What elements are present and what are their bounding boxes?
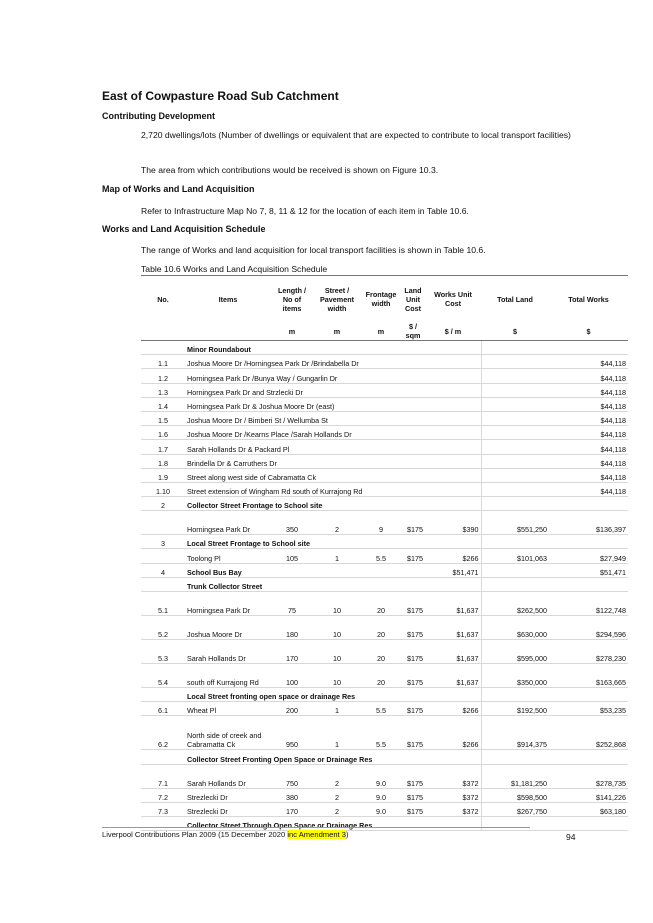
table-row [141, 577, 628, 591]
footer-text [102, 830, 349, 839]
works-schedule-table-wrapper [141, 275, 628, 831]
table-cell: School Bus Bay [185, 563, 425, 577]
table-cell [481, 426, 549, 440]
table-cell: Horningsea Park Dr & Joshua Moore Dr (east) [185, 397, 481, 411]
table-cell: North side of creek and Cabramatta Ck [185, 716, 271, 750]
table-row [141, 341, 628, 355]
table-cell [481, 355, 549, 369]
unit-cell: $ [549, 322, 628, 341]
table-cell: $175 [401, 592, 425, 616]
table-cell: $122,748 [549, 592, 628, 616]
table-cell: 180 [271, 616, 313, 640]
table-cell: 2 [313, 764, 361, 788]
table-cell: 20 [361, 664, 401, 688]
table-cell: 9.0 [361, 788, 401, 802]
table-cell: $175 [401, 549, 425, 563]
unit-cell [141, 322, 185, 341]
table-cell: $51,471 [425, 563, 481, 577]
table-row [141, 454, 628, 468]
table-cell: 1 [313, 716, 361, 750]
table-cell: south off Kurrajong Rd [185, 664, 271, 688]
table-row [141, 482, 628, 496]
table-cell [141, 816, 185, 830]
table-row [141, 816, 628, 830]
unit-cell: $ / sqm [401, 322, 425, 341]
table-cell [481, 468, 549, 482]
table-row [141, 511, 628, 535]
table-cell: 5.5 [361, 716, 401, 750]
table-cell [481, 750, 628, 764]
table-cell: $598,500 [481, 788, 549, 802]
table-cell: 9.0 [361, 802, 401, 816]
table-cell: 950 [271, 716, 313, 750]
table-cell [481, 688, 628, 702]
table-cell: 200 [271, 702, 313, 716]
table-cell: $294,596 [549, 616, 628, 640]
contributing-development-heading: Contributing Development [102, 111, 215, 121]
table-cell: 2 [313, 511, 361, 535]
table-cell [481, 535, 628, 549]
table-cell: $1,637 [425, 592, 481, 616]
table-row [141, 592, 628, 616]
table-cell: 20 [361, 616, 401, 640]
table-cell: 100 [271, 664, 313, 688]
table-cell: 1.3 [141, 383, 185, 397]
table-cell: 350 [271, 511, 313, 535]
table-cell: 4 [141, 563, 185, 577]
table-cell: 5.4 [141, 664, 185, 688]
table-cell [481, 497, 628, 511]
table-cell: 10 [313, 640, 361, 664]
table-row [141, 802, 628, 816]
table-caption: Table 10.6 Works and Land Acquisition Schedule [141, 264, 328, 274]
map-paragraph: Refer to Infrastructure Map No 7, 8, 11 & 12 for the location of each item in Table 10.6. [141, 206, 469, 216]
table-cell [141, 549, 185, 563]
table-cell: Joshua Moore Dr / Bimberi St / Wellumba St [185, 411, 481, 425]
table-cell: 5.1 [141, 592, 185, 616]
table-cell: 1.7 [141, 440, 185, 454]
table-cell: $1,637 [425, 616, 481, 640]
table-cell: 1 [313, 702, 361, 716]
table-cell: 5.5 [361, 702, 401, 716]
table-cell [141, 688, 185, 702]
table-cell: $1,637 [425, 640, 481, 664]
table-cell [481, 454, 549, 468]
table-cell: $63,180 [549, 802, 628, 816]
table-cell: 2 [313, 788, 361, 802]
table-cell: $44,118 [549, 397, 628, 411]
unit-cell: m [313, 322, 361, 341]
table-cell [141, 577, 185, 591]
table-cell: $175 [401, 702, 425, 716]
table-cell: $278,230 [549, 640, 628, 664]
table-cell: 170 [271, 640, 313, 664]
table-cell: Horningsea Park Dr [185, 511, 271, 535]
table-cell: $595,000 [481, 640, 549, 664]
table-cell: $163,665 [549, 664, 628, 688]
table-cell: 9.0 [361, 764, 401, 788]
table-cell: $175 [401, 764, 425, 788]
table-cell: 20 [361, 640, 401, 664]
table-cell [141, 511, 185, 535]
table-cell: 170 [271, 802, 313, 816]
table-cell: Local Street fronting open space or drainage Res [185, 688, 481, 702]
table-cell: $267,750 [481, 802, 549, 816]
table-cell: $192,500 [481, 702, 549, 716]
table-cell: 10 [313, 592, 361, 616]
table-cell: 1.10 [141, 482, 185, 496]
table-cell: $372 [425, 802, 481, 816]
table-cell: 2 [141, 497, 185, 511]
table-row [141, 563, 628, 577]
table-cell: 750 [271, 764, 313, 788]
table-cell: $278,735 [549, 764, 628, 788]
table-cell: Street extension of Wingham Rd south of Kurrajong Rd [185, 482, 481, 496]
unit-cell [185, 322, 271, 341]
contributing-paragraph-1: 2,720 dwellings/lots (Number of dwellings or equivalent that are expected to contribute to local transport facilities) [141, 130, 571, 140]
table-cell: $141,226 [549, 788, 628, 802]
header-cell: Total Land [497, 294, 533, 304]
table-row [141, 369, 628, 383]
table-row [141, 383, 628, 397]
table-cell: $914,375 [481, 716, 549, 750]
table-cell [481, 411, 549, 425]
table-row [141, 411, 628, 425]
table-row [141, 616, 628, 640]
table-cell [481, 563, 549, 577]
table-cell: 6.1 [141, 702, 185, 716]
table-cell: $630,000 [481, 616, 549, 640]
table-cell: $266 [425, 716, 481, 750]
table-cell: Collector Street Through Open Space or Drainage Res [185, 816, 481, 830]
unit-cell: m [271, 322, 313, 341]
table-cell: Street along west side of Cabramatta Ck [185, 468, 481, 482]
table-cell: Joshua Moore Dr /Horningsea Park Dr /Brindabella Dr [185, 355, 481, 369]
table-cell: 2 [313, 802, 361, 816]
table-cell [481, 383, 549, 397]
table-row [141, 397, 628, 411]
table-cell: Collector Street Fronting Open Space or Drainage Res [185, 750, 481, 764]
table-cell: $175 [401, 716, 425, 750]
table-cell [481, 577, 628, 591]
table-cell: 9 [361, 511, 401, 535]
table-cell: $136,397 [549, 511, 628, 535]
table-cell: 1.4 [141, 397, 185, 411]
table-cell: Sarah Hollands Dr [185, 640, 271, 664]
table-row [141, 716, 628, 750]
table-cell: 380 [271, 788, 313, 802]
table-row [141, 764, 628, 788]
table-cell: $44,118 [549, 411, 628, 425]
footer-amendment-highlight: inc Amendment 3 [287, 830, 347, 839]
table-cell: 7.2 [141, 788, 185, 802]
schedule-heading: Works and Land Acquisition Schedule [102, 224, 266, 234]
table-cell [481, 482, 549, 496]
table-cell: 6.2 [141, 716, 185, 750]
table-cell: $175 [401, 664, 425, 688]
table-row [141, 702, 628, 716]
table-cell: 1.2 [141, 369, 185, 383]
table-cell: 1.8 [141, 454, 185, 468]
table-row [141, 426, 628, 440]
table-cell: $551,250 [481, 511, 549, 535]
table-row [141, 497, 628, 511]
table-cell: $262,500 [481, 592, 549, 616]
table-cell: $27,949 [549, 549, 628, 563]
table-cell: 5.5 [361, 549, 401, 563]
table-cell: 75 [271, 592, 313, 616]
table-row [141, 468, 628, 482]
footer-close: ) [346, 830, 349, 839]
table-row [141, 640, 628, 664]
footer-rule [102, 827, 530, 828]
table-cell: $175 [401, 511, 425, 535]
table-cell: Strezlecki Dr [185, 788, 271, 802]
table-cell: Brindella Dr & Carruthers Dr [185, 454, 481, 468]
table-row [141, 440, 628, 454]
table-cell: 1.9 [141, 468, 185, 482]
table-cell: Sarah Hollands Dr & Packard Pl [185, 440, 481, 454]
table-cell: 5.2 [141, 616, 185, 640]
table-cell [141, 341, 185, 355]
table-cell: 20 [361, 592, 401, 616]
table-cell: $266 [425, 549, 481, 563]
table-cell: $390 [425, 511, 481, 535]
table-cell: $101,063 [481, 549, 549, 563]
unit-cell: m [361, 322, 401, 341]
table-row [141, 688, 628, 702]
table-cell [481, 397, 549, 411]
table-cell: $1,637 [425, 664, 481, 688]
table-row [141, 355, 628, 369]
table-cell: $44,118 [549, 383, 628, 397]
table-cell: $44,118 [549, 468, 628, 482]
table-cell: $1,181,250 [481, 764, 549, 788]
table-cell: Joshua Moore Dr [185, 616, 271, 640]
footer-title: Liverpool Contributions Plan 2009 (15 December 2020 [102, 830, 288, 839]
unit-cell: $ / m [425, 322, 481, 341]
table-row [141, 549, 628, 563]
table-cell: Local Street Frontage to School site [185, 535, 481, 549]
header-cell: Frontage width [365, 290, 397, 308]
table-cell: Trunk Collector Street [185, 577, 481, 591]
table-cell: Collector Street Frontage to School site [185, 497, 481, 511]
table-cell: Toolong Pl [185, 549, 271, 563]
header-cell: Total Works [568, 294, 609, 304]
table-cell: $175 [401, 640, 425, 664]
table-cell: 1.1 [141, 355, 185, 369]
table-cell: 105 [271, 549, 313, 563]
table-cell: Sarah Hollands Dr [185, 764, 271, 788]
table-cell: Horningsea Park Dr and Strzlecki Dr [185, 383, 481, 397]
schedule-paragraph: The range of Works and land acquisition for local transport facilities is shown in Table 10.6. [141, 245, 486, 255]
table-cell: $53,235 [549, 702, 628, 716]
table-cell: $175 [401, 616, 425, 640]
table-cell: $44,118 [549, 482, 628, 496]
table-cell [481, 816, 628, 830]
table-cell: $350,000 [481, 664, 549, 688]
table-cell: Joshua Moore Dr /Kearns Place /Sarah Hollands Dr [185, 426, 481, 440]
page-number: 94 [566, 832, 576, 842]
header-cell: Street / Pavement width [320, 285, 354, 313]
table-cell: $175 [401, 802, 425, 816]
table-cell: 1 [313, 549, 361, 563]
unit-cell: $ [481, 322, 549, 341]
table-cell: 10 [313, 664, 361, 688]
table-cell: 1.6 [141, 426, 185, 440]
table-cell: 5.3 [141, 640, 185, 664]
table-cell: 7.3 [141, 802, 185, 816]
table-row [141, 535, 628, 549]
header-cell: Length / No of items [278, 285, 306, 313]
table-cell: Horningsea Park Dr /Bunya Way / Gungarlin Dr [185, 369, 481, 383]
table-cell: $372 [425, 764, 481, 788]
table-cell: $266 [425, 702, 481, 716]
table-cell: Strezlecki Dr [185, 802, 271, 816]
table-cell: Horningsea Park Dr [185, 592, 271, 616]
table-cell: 1.5 [141, 411, 185, 425]
table-cell: $44,118 [549, 440, 628, 454]
table-cell: $44,118 [549, 355, 628, 369]
table-cell [481, 440, 549, 454]
table-cell: 3 [141, 535, 185, 549]
header-cell: Land Unit Cost [404, 285, 422, 313]
table-cell: $51,471 [549, 563, 628, 577]
header-cell: Works Unit Cost [434, 290, 472, 308]
table-row [141, 788, 628, 802]
table-cell: $44,118 [549, 454, 628, 468]
table-cell [141, 750, 185, 764]
map-heading: Map of Works and Land Acquisition [102, 184, 255, 194]
table-cell [481, 369, 549, 383]
table-cell: $252,868 [549, 716, 628, 750]
table-cell: 7.1 [141, 764, 185, 788]
table-cell: Minor Roundabout [185, 341, 481, 355]
table-cell: 10 [313, 616, 361, 640]
works-schedule-table [141, 275, 628, 831]
table-cell: $372 [425, 788, 481, 802]
table-row [141, 750, 628, 764]
header-cell: Items [218, 294, 238, 304]
table-cell [481, 341, 628, 355]
table-cell: $175 [401, 788, 425, 802]
table-row [141, 664, 628, 688]
table-cell: $44,118 [549, 369, 628, 383]
table-cell: $44,118 [549, 426, 628, 440]
contributing-paragraph-2: The area from which contributions would be received is shown on Figure 10.3. [141, 165, 439, 175]
header-cell: No. [157, 294, 169, 304]
table-cell: Wheat Pl [185, 702, 271, 716]
page-heading: East of Cowpasture Road Sub Catchment [102, 89, 339, 103]
